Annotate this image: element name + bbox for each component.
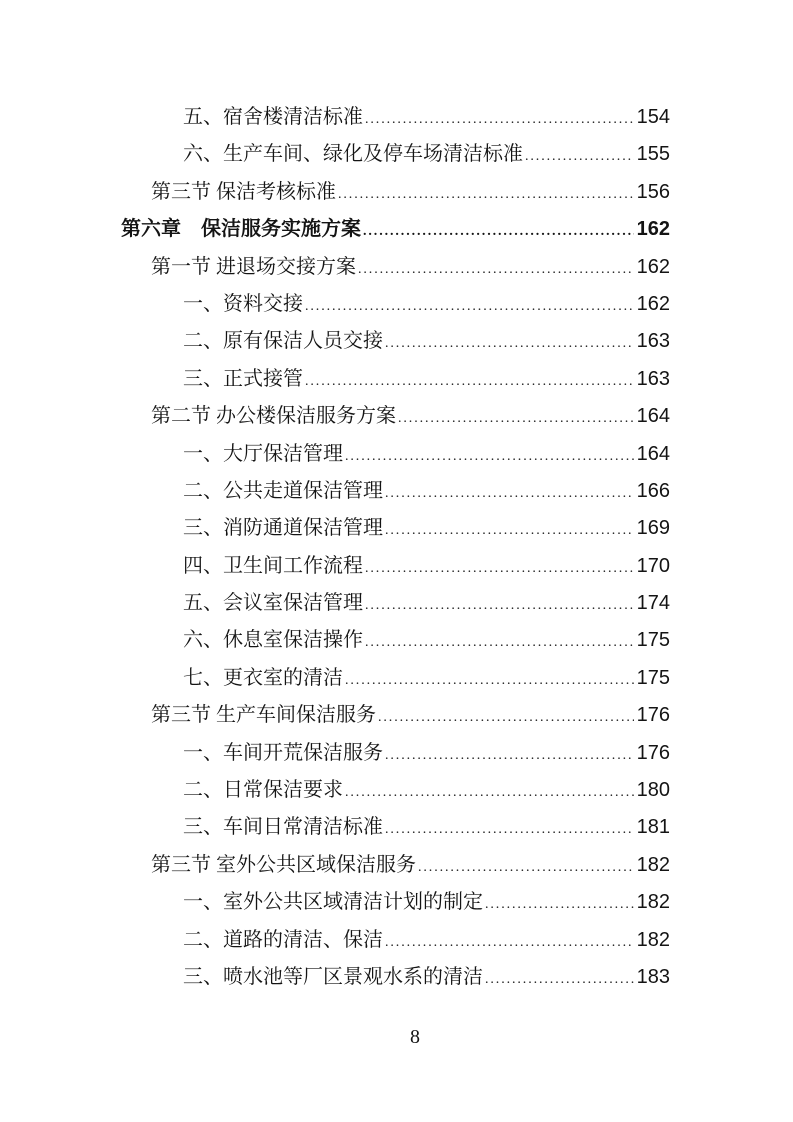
dot-leader — [385, 737, 634, 774]
dot-leader — [345, 438, 634, 475]
page-number: 8 — [410, 1026, 420, 1048]
toc-entry-title: 第三节 保洁考核标准 — [151, 180, 336, 203]
toc-entry-title: 三、喷水池等厂区景观水系的清洁 — [183, 965, 483, 988]
toc-entry-page: 182 — [636, 891, 670, 914]
toc-entry[interactable] — [121, 959, 670, 996]
toc-entry-page: 175 — [636, 666, 670, 689]
toc-entry[interactable] — [121, 809, 670, 846]
toc-entry-title: 第二节 办公楼保洁服务方案 — [151, 405, 396, 428]
toc-entry-page: 175 — [636, 629, 670, 652]
toc-entry[interactable] — [121, 847, 670, 884]
dot-leader — [398, 400, 634, 437]
toc-entry[interactable] — [121, 772, 670, 809]
toc-entry-page: 176 — [636, 741, 670, 764]
toc-entry-page: 156 — [636, 180, 670, 203]
toc-entry-page: 182 — [636, 853, 670, 876]
toc-entry[interactable] — [121, 622, 670, 659]
toc-entry-title: 三、车间日常清洁标准 — [183, 816, 383, 839]
toc-entry[interactable] — [121, 697, 670, 734]
toc-list — [121, 99, 670, 996]
toc-entry-page: 169 — [636, 517, 670, 540]
toc-entry-page: 180 — [636, 779, 670, 802]
toc-entry-page: 162 — [636, 292, 670, 315]
toc-entry-title: 七、更衣室的清洁 — [183, 666, 343, 689]
toc-entry[interactable] — [121, 473, 670, 510]
dot-leader — [345, 774, 634, 811]
toc-entry-title: 四、卫生间工作流程 — [183, 554, 363, 577]
toc-entry-page: 163 — [636, 330, 670, 353]
toc-entry[interactable] — [121, 211, 670, 248]
toc-entry[interactable] — [121, 510, 670, 547]
page-footer — [0, 1026, 793, 1049]
toc-entry-title: 二、日常保洁要求 — [183, 779, 343, 802]
toc-entry[interactable] — [121, 922, 670, 959]
dot-leader — [365, 624, 634, 661]
toc-entry-title: 二、公共走道保洁管理 — [183, 479, 383, 502]
dot-leader — [385, 811, 634, 848]
dot-leader — [305, 363, 634, 400]
toc-entry-title: 六、生产车间、绿化及停车场清洁标准 — [183, 143, 523, 166]
dot-leader — [358, 251, 634, 288]
toc-entry-title: 一、资料交接 — [183, 292, 303, 315]
toc-entry-title: 第三节 生产车间保洁服务 — [151, 704, 376, 727]
dot-leader — [385, 924, 634, 961]
dot-leader — [378, 699, 634, 736]
toc-entry-page: 182 — [636, 928, 670, 951]
toc-entry-title: 三、正式接管 — [183, 367, 303, 390]
dot-leader — [525, 138, 634, 175]
toc-entry-title: 二、原有保洁人员交接 — [183, 330, 383, 353]
toc-entry[interactable] — [121, 361, 670, 398]
toc-entry-title: 一、车间开荒保洁服务 — [183, 741, 383, 764]
toc-entry-title: 第三节 室外公共区域保洁服务 — [151, 853, 416, 876]
toc-entry[interactable] — [121, 136, 670, 173]
dot-leader — [365, 587, 634, 624]
toc-entry-page: 163 — [636, 367, 670, 390]
toc-entry[interactable] — [121, 174, 670, 211]
toc-entry[interactable] — [121, 99, 670, 136]
toc-entry[interactable] — [121, 884, 670, 921]
dot-leader — [365, 550, 634, 587]
toc-entry-page: 162 — [636, 218, 670, 241]
toc-entry-page: 164 — [636, 405, 670, 428]
toc-entry-page: 164 — [636, 442, 670, 465]
toc-entry[interactable] — [121, 660, 670, 697]
dot-leader — [485, 886, 634, 923]
dot-leader — [363, 213, 634, 250]
toc-entry-page: 181 — [636, 816, 670, 839]
dot-leader — [338, 176, 634, 213]
toc-entry[interactable] — [121, 323, 670, 360]
toc-entry-title: 二、道路的清洁、保洁 — [183, 928, 383, 951]
toc-entry[interactable] — [121, 398, 670, 435]
dot-leader — [385, 325, 634, 362]
toc-entry-title: 五、宿舍楼清洁标准 — [183, 106, 363, 128]
toc-entry[interactable] — [121, 249, 670, 286]
toc-entry-title: 一、大厅保洁管理 — [183, 442, 343, 465]
dot-leader — [345, 662, 634, 699]
toc-entry-page: 154 — [636, 106, 670, 128]
toc-entry-page: 176 — [636, 704, 670, 727]
dot-leader — [365, 101, 634, 138]
toc-entry-title: 三、消防通道保洁管理 — [183, 517, 383, 540]
dot-leader — [385, 475, 634, 512]
toc-entry-page: 170 — [636, 554, 670, 577]
dot-leader — [305, 288, 634, 325]
toc-entry-page: 174 — [636, 592, 670, 615]
toc-entry[interactable] — [121, 548, 670, 585]
toc-entry-page: 166 — [636, 479, 670, 502]
toc-entry[interactable] — [121, 286, 670, 323]
toc-entry-title: 一、室外公共区域清洁计划的制定 — [183, 891, 483, 914]
toc-entry-title: 五、会议室保洁管理 — [183, 592, 363, 615]
dot-leader — [385, 512, 634, 549]
toc-entry-page: 183 — [636, 965, 670, 988]
toc-entry[interactable] — [121, 585, 670, 622]
toc-entry[interactable] — [121, 735, 670, 772]
toc-entry-title: 第一节 进退场交接方案 — [151, 255, 356, 278]
dot-leader — [485, 961, 634, 998]
toc-entry-title: 六、休息室保洁操作 — [183, 629, 363, 652]
dot-leader — [418, 849, 634, 886]
toc-entry-page: 162 — [636, 255, 670, 278]
toc-entry[interactable] — [121, 436, 670, 473]
toc-entry-title: 第六章 保洁服务实施方案 — [121, 218, 361, 241]
toc-entry-page: 155 — [636, 143, 670, 166]
